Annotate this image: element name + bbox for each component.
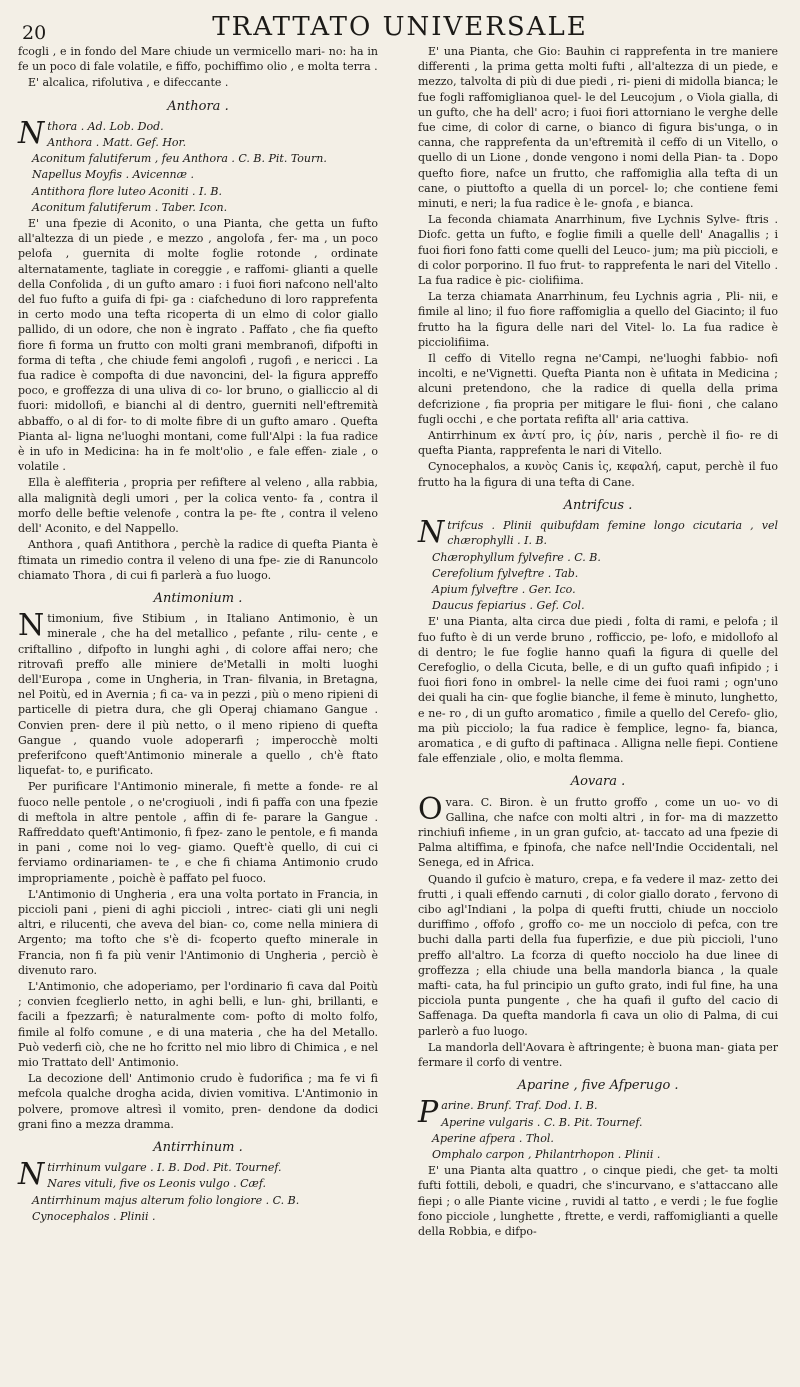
running-title: TRATTATO UNIVERSALE — [212, 12, 588, 42]
left-column — [18, 44, 378, 1225]
paragraph: Ovara. C. Biron. è un frutto groffo , come un uo- vo di Gallina, che nafce con molti altri , in for- ma di mazzetto rinchiufi infieme , in un gran gufcio, at- taccato ad una fpezie di Palma altiffima, e fpinofa, che nafce nell'Indie Occidentali, nel Senega, ed in Africa. — [418, 791, 778, 870]
entry-heading-aparine: Aparine , five Afperugo . — [517, 1078, 679, 1094]
paragraph: Cynocephalos, a κυνὸς Canis ἰς, κεφαλή, caput, perchè il fuo frutto ha la figura di una tefta di Cane. — [418, 460, 778, 489]
paragraph: L'Antimonio di Ungheria , era una volta portato in Francia, in piccioli pani , pieni di aghi piccioli , intrec- ciati gli uni negli altri, e rilucenti, che aveva del bian- co, come nella miniera di Argento; ma tofto che s'è di- fcoperto quefto minerale in Francia, non fi fa più venir l'Antimonio di Ungheria , perciò è divenuto raro. — [18, 887, 378, 977]
synonym-line: Cynocephalos . Plinii . — [32, 1209, 156, 1223]
paragraph: Ntimonium, five Stibium , in Italiano Antimonio, è un minerale , che ha del metallico , pefante , rilu- cente , e criftallino , difpofto in lunghi aghi , di colore affai nero; che ritrovafi preffo alle miniere de'Metalli in molti luoghi dell'Europa , come in Ungheria, in Tran- filvania, in Bretagna, nel Poitù, ed in Avernia ; fi ca- va in pezzi , più o meno ripieni di particelle di pietra dura, che gli Operaj chiamano Gangue . Convien pren- dere il più netto, o il meno ripieno di quefta Gangue , quando vuole adoperarfi ; imperocchè molti preferifcono queft'Antimonio minerale a quello , ch'è ftato liquefat- to, e purificato. — [18, 608, 378, 778]
paragraph: Antirrhinum ex ἀντί pro, ἰς ῥίν, naris , perchè il fio- re di quefta Pianta, rapprefenta le nari di Vitello. — [418, 429, 778, 458]
synonym-line: Nthora . Ad. Lob. Dod. — [18, 115, 164, 151]
synonym-line: Cerefolium fylveftre . Tab. — [432, 566, 579, 580]
paragraph: Per purificare l'Antimonio minerale, fi mette a fonde- re al fuoco nelle pentole , o ne'crogiuoli , indi fi paffa con una fpezie di meftola in altre pentole , affin di fe- parare la Gangue . Raffreddato queft'Antimonio, fi fpez- zano le pentole, e fi manda in pani , come noi lo veg- giamo. Queft'è quello, di cui ci ferviamo ordinariamen- te , e che fi chiama Antimonio crudo impropriamente , poichè è paffato pel fuoco. — [18, 780, 378, 885]
synonym-line: Apium fylveftre . Ger. Ico. — [432, 582, 576, 596]
synonym-line: Daucus fepiarius . Gef. Col. — [432, 599, 585, 613]
synonym-line: Aperine afpera . Thol. — [432, 1131, 554, 1145]
entry-heading-antriscus: Antrifcus . — [563, 497, 633, 513]
paragraph: E' alcalica, rifolutiva , e difeccante . — [28, 76, 229, 90]
synonym-line: Ntirrhinum vulgare . I. B. Dod. Pit. Tournef. — [18, 1157, 282, 1193]
paragraph: E' una Pianta alta quattro , o cinque piedi, che get- ta molti fufti fottili, deboli, e quadri, che s'incurvano, e s'attaccano alle fiepi ; o alle Piante vicine , ruvidi al tatto , e verdi ; le fue foglie fono picciole , lunghette , ftrette, e verdi, raffomiglianti a quelle della Robbia, e difpo- — [418, 1164, 778, 1239]
synonym-line: Omphalo carpon , Philantrhopon . Plinii . — [432, 1148, 661, 1162]
entry-heading-aovara: Aovara . — [570, 774, 626, 790]
page-number: 20 — [22, 22, 47, 44]
paragraph: La decozione dell' Antimonio crudo è fudorifica ; ma fe vi fi mefcola qualche drogha acida, divien vomitiva. L'Antimonio in polvere, promove altresì il vomito, pren- dendone da dodici grani fino a mezza dramma. — [18, 1072, 378, 1131]
paragraph: E' una fpezie di Aconito, o una Pianta, che getta un fufto all'altezza di un piede , e mezzo , angolofa , fer- ma , un poco pelofa , guernita di molte foglie rotonde , ordinate alternatamente, tagliate in coreggie , e raffomi- glianti a quelle della Confolida , di un gufto amaro : i fuoi fiori nafcono nell'alto del fuo fufto a guifa di fpi- ga : ciafcheduno di loro rapprefenta in certo modo una tefta ricoperta di un elmo di color giallo pallido, di un odore, che non è ingrato . Paffato , che fia quefto fiore fi forma un frutto con molti grani membranofi, difpofti in forma di tefta , che chiude femi angolofi , rugofi , e nericci . La fua radice è compofta di due navoncini, del- la figura appreffo poco, e groffezza di una uliva di co- lor bruno, o gialliccio al di fuori: midollofi, e bianchi al di dentro, guerniti nell'eftremità abbaffo, o al di for- to di molte fibre di un gufto amaro . Quefta Pianta al- ligna ne'luoghi montani, come full'Alpi : la fua radice è in ufo in Medicina: ha in fe molt'olio , e fale effen- ziale , o volatile . — [18, 217, 378, 474]
running-head — [20, 6, 780, 42]
paragraph: L'Antimonio, che adoperiamo, per l'ordinario fi cava dal Poitù ; convien fceglierlo netto, in aghi belli, e lun- ghi, brillanti, e facili a fpezzarfi; è naturalmente com- pofto di molto folfo, fimile al folfo comune , e di una materia , che ha del Metallo. Può vederfi ciò, che ne ho fcritto nel mio libro di Chimica , e nel mio Trattato dell' Antimonio. — [18, 979, 378, 1069]
paragraph: E' una Pianta, che Gio: Bauhin ci rapprefenta in tre maniere differenti , la prima getta molti fufti , all'altezza di un piede, e mezzo, talvolta di più di due piedi , ri- pieni di midolla bianca; le fue fogli raffomiglianoa quel- le del Leucojum , o Viola gialla, di un gufto, che ha dell' acro; i fuoi fiori attorniano le verghe delle fue cime, di color di carne, o bianco di figura bis'unga, o in canna, che rapprefenta da un'eftremità il ceffo di un Vitello, o quello di un Lione , donde vengono i nomi della Pian- ta . Dopo quefto fiore, nafce un frutto, che raffomiglia alla tefta di un cane, o piuttofto a quella di un porcel- lo; che contiene femi minuti, e neri; la fua radice è le- gnofa , e bianca. — [418, 45, 778, 211]
synonym-line: Parine. Brunf. Traf. Dod. I. B. — [418, 1095, 598, 1131]
paragraph: Quando il gufcio è maturo, crepa, e fa vedere il maz- zetto dei frutti , i quali effendo carnuti , di color giallo dorato , fervono di cibo agl'Indiani , la polpa di quefti frutti, chiude un nocciolo duriffimo , offofo , groffo co- me un nocciolo di pefca, con tre buchi dalla parti della fua fuperfizie, e due più piccioli, l'uno preffo all'altro. La fcorza di quefto nocciolo ha due linee di groffezza ; ella chiude una bella mandorla bianca , la quale mafti- cata, ha ful principio un gufto grato, indi ful fine, ha una picciola punta pungente , che ha quafi il gufto del cacio di Saffenaga. Da quefta mandorla fi cava un olio di Palma, di cui parlerò a fuo luogo. — [418, 872, 778, 1038]
synonym-line: Aperine vulgaris . C. B. Pit. Tournef. — [441, 1115, 643, 1129]
paragraph: La feconda chiamata Anarrhinum, five Lychnis Sylve- ftris . Diofc. getta un fufto, e foglie fimili a quelle dell' Anagallis ; i fuoi fiori fono fatti come quelli del Leuco- jum; ma più piccioli, e di color porporino. Il fuo frut- to rapprefenta le nari del Vitello . La fua radice è pic- ciolifiima. — [418, 213, 778, 288]
synonym-line: Ntrifcus . Plinii quibufdam femine longo cicutaria , vel chærophylli . I. B. — [418, 515, 778, 551]
paragraph: E' una Pianta, alta circa due piedi , folta di rami, e pelofa ; il fuo fufto è di un verde bruno , rofficcio, pe- lofo, e midollofo al di dentro; le fue foglie hanno quafi la figura di quelle del Cerefoglio, o della Cicuta, belle, e di un gufto quafi infipido ; i fuoi fiori fono in ombrel- la nelle cime dei fuoi rami ; ogn'uno dei quali ha cin- que foglie bianche, il feme è minuto, lunghetto, e ne- ro , di un gufto aromatico , fimile a quello del Cerefo- glio, ma più picciolo; la fua radice è femplice, legno- fa, bianca, aromatica , e di gufto di paftinaca . Alligna nelle fiepi. Contiene fale effenziale , olio, e molta flemma. — [418, 615, 778, 766]
paragraph: Anthora , quafi Antithora , perchè la radice di quefta Pianta è ftimata un rimedio contra il veleno di una fpe- zie di Ranuncolo chiamato Thora , di cui fi parlerà a fuo luogo. — [18, 538, 378, 582]
entry-heading-anthora: Anthora . — [167, 98, 229, 114]
paragraph: La mandorla dell'Aovara è aftringente; è buona man- giata per fermare il corfo di ventre. — [418, 1040, 778, 1069]
paragraph: La terza chiamata Anarrhinum, feu Lychnis agria , Pli- nii, e fimile al lino; il fuo fiore raffomiglia a quello del Giacinto; il fuo frutto ha la figura delle nari del Vitel- lo. La fua radice è picciolifiima. — [418, 290, 778, 349]
synonym-line: Aconitum falutiferum , feu Anthora . C. B. Pit. Tourn. — [32, 152, 327, 166]
synonym-line: Aconitum falutiferum . Taber. Icon. — [32, 200, 228, 214]
entry-heading-antirrhinum: Antirrhinum . — [153, 1140, 243, 1156]
right-column — [418, 44, 778, 1240]
paragraph: Ella è aleffiteria , propria per refiftere al veleno , alla rabbia, alla malignità degli umori , per la colica vento- fa , contra il morfo delle beftie velenofe , contra la pe- fte , contra il veleno dell' Aconito, e del Nappello. — [18, 476, 378, 536]
synonym-line: Anthora . Matt. Gef. Hor. — [47, 136, 187, 150]
synonym-line: Chærophyllum fylvefire . C. B. — [432, 550, 601, 564]
synonym-line: Nares vituli, five os Leonis vulgo . Cæf. — [47, 1177, 267, 1191]
synonym-line: Antirrhinum majus alterum folio longiore . C. B. — [32, 1193, 300, 1207]
synonym-line: Antithora flore luteo Aconiti . I. B. — [32, 184, 222, 198]
paragraph: Il ceffo di Vitello regna ne'Campi, ne'luoghi fabbio- nofi incolti, e ne'Vignetti. Quefta Pianta non è ufitata in Medicina ; alcuni pretendono, che la radice di quella della prima defcrizione , fia propria per mitigare le flui- fioni , che calano fugli occhi , e che portata refifta all' aria cattiva. — [418, 352, 778, 426]
paragraph: fcogli , e in fondo del Mare chiude un vermicello mari- no: ha in fe un poco di fale volatile, e fiffo, pochiffimo olio , e molta terra . — [18, 45, 378, 74]
entry-heading-antimonium: Antimonium . — [153, 590, 243, 606]
synonym-line: Napellus Moyfis . Avicennæ . — [32, 168, 194, 182]
